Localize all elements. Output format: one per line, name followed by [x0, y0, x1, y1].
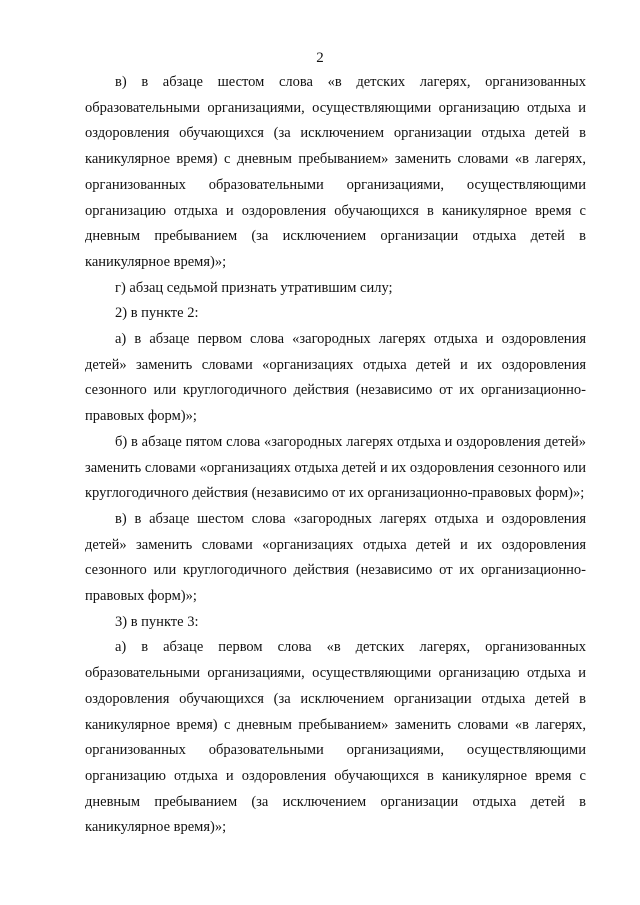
paragraph-v-abzac-6: в) в абзаце шестом слова «в детских лагерях, организованных образовательными организациями, осуществляющими организацию отдыха и оздоровления обучающихся (за исключением организации отдыха детей в каникулярное время) с дневным пребыванием» заменить словами «в лагерях, организованных образовательными организациями, осуществляющими организацию отдыха и оздоровления обучающихся в каникулярное время с дневным пребыванием (за исключением организации отдыха детей в каникулярное время)»; — [85, 74, 586, 270]
paragraph-item-3-heading: 3) в пункте 3: — [115, 613, 199, 630]
paragraph-a-abzac-1: а) в абзаце первом слова «загородных лагерях отдыха и оздоровления детей» заменить словами «организациях отдыха детей и их оздоровления сезонного или круглогодичного действия (независимо от их организационно-правовых форм)»; — [85, 331, 586, 425]
document-body — [85, 70, 586, 841]
paragraph-a-abzac-1-item-3: а) в абзаце первом слова «в детских лагерях, организованных образовательными организациями, осуществляющими организацию отдыха и оздоровления обучающихся (за исключением организации отдыха детей в каникулярное время) с дневным пребыванием» заменить словами «в лагерях, организованных образовательными организациями, осуществляющими организацию отдыха и оздоровления обучающихся в каникулярное время с дневным пребыванием (за исключением организации отдыха детей в каникулярное время)»; — [85, 639, 586, 836]
paragraph-g-abzac-7: г) абзац седьмой признать утратившим силу; — [115, 279, 393, 296]
paragraph-item-2-heading: 2) в пункте 2: — [115, 305, 199, 322]
paragraph-v-abzac-6-item-2: в) в абзаце шестом слова «загородных лагерях отдыха и оздоровления детей» заменить словами «организациях отдыха детей и их оздоровления сезонного или круглогодичного действия (независимо от их организационно-правовых форм)»; — [85, 510, 586, 605]
page-number: 2 — [316, 50, 324, 66]
paragraph-b-abzac-5: б) в абзаце пятом слова «загородных лагерях отдыха и оздоровления детей» заменить словами «организациях отдыха детей и их оздоровления сезонного или круглогодичного действия (независимо от их организационно-правовых форм)»; — [85, 433, 586, 502]
